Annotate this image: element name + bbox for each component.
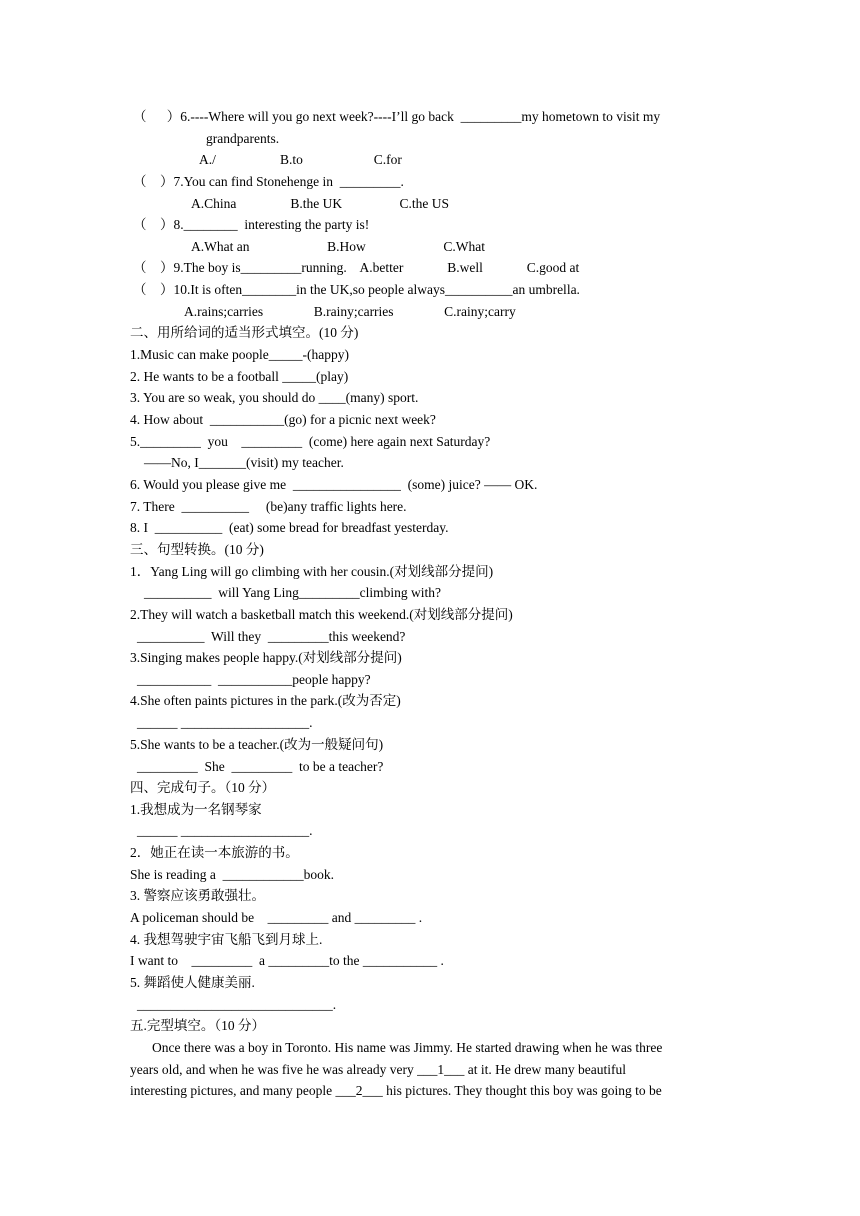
s2-item-5-answer: ——No, I_______(visit) my teacher.: [144, 455, 344, 470]
q8-options: A.What an B.How C.What: [191, 239, 485, 254]
s4-item-1: 1.我想成为一名钢琴家: [130, 802, 262, 817]
s2-item-1: 1.Music can make poople_____-(happy): [130, 347, 349, 362]
section-5-heading: 五.完型填空。（10 分）: [130, 1018, 265, 1033]
q6-continuation: grandparents.: [206, 131, 280, 146]
q10-line: （ ）10.It is often________in the UK,so people always__________an umbrella.: [133, 282, 580, 297]
s3-item-4: 4.She often paints pictures in the park.(改为否定): [130, 693, 401, 708]
s4-item-3: 3. 警察应该勇敢强壮。: [130, 888, 265, 903]
s2-item-4: 4. How about ___________(go) for a picnic next week?: [130, 412, 436, 427]
q10-options: A.rains;carries B.rainy;carries C.rainy;carry: [184, 304, 516, 319]
s3-item-4-answer: ______ ___________________.: [137, 715, 313, 730]
section-2-heading: 二、用所给词的适当形式填空。(10 分): [130, 325, 359, 340]
s2-item-5: 5._________ you _________ (come) here again next Saturday?: [130, 434, 491, 449]
s4-item-4-answer: I want to _________ a _________to the ___________ .: [130, 953, 444, 968]
q7-line: （ ）7.You can find Stonehenge in _________.: [133, 174, 404, 189]
section-4-heading: 四、完成句子。（10 分）: [130, 780, 276, 795]
cloze-paragraph-line-1: Once there was a boy in Toronto. His name was Jimmy. He started drawing when he was three: [152, 1040, 663, 1055]
s2-item-6: 6. Would you please give me ________________ (some) juice? —— OK.: [130, 477, 538, 492]
s4-item-5: 5. 舞蹈使人健康美丽.: [130, 975, 255, 990]
s2-item-3: 3. You are so weak, you should do ____(many) sport.: [130, 390, 419, 405]
s3-item-5-answer: _________ She _________ to be a teacher?: [137, 759, 384, 774]
s4-item-2: 2．她正在读一本旅游的书。: [130, 845, 299, 860]
section-3-heading: 三、句型转换。(10 分): [130, 542, 264, 557]
s3-item-3-answer: ___________ ___________people happy?: [137, 672, 371, 687]
q8-line: （ ）8.________ interesting the party is!: [133, 217, 370, 232]
s4-item-1-answer: ______ ___________________.: [137, 823, 313, 838]
q6-options: A./ B.to C.for: [199, 152, 402, 167]
s4-item-4: 4. 我想驾驶宇宙飞船飞到月球上.: [130, 932, 323, 947]
s3-item-1-answer: __________ will Yang Ling_________climbing with?: [144, 585, 441, 600]
s4-item-5-answer: _____________________________.: [137, 997, 337, 1012]
q9-line: （ ）9.The boy is_________running. A.better B.well C.good at: [133, 260, 580, 275]
s3-item-2: 2.They will watch a basketball match this weekend.(对划线部分提问): [130, 607, 513, 622]
q7-options: A.China B.the UK C.the US: [191, 196, 449, 211]
s3-item-1: 1．Yang Ling will go climbing with her cousin.(对划线部分提问): [130, 564, 494, 579]
s2-item-2: 2. He wants to be a football _____(play): [130, 369, 349, 384]
s3-item-2-answer: __________ Will they _________this weekend?: [137, 629, 406, 644]
q6-line: （ ）6.----Where will you go next week?----I’ll go back _________my hometown to visit my: [133, 109, 661, 124]
cloze-paragraph-line-2: years old, and when he was five he was already very ___1___ at it. He drew many beautiful: [130, 1062, 626, 1077]
s2-item-7: 7. There __________ (be)any traffic lights here.: [130, 499, 407, 514]
s4-item-3-answer: A policeman should be _________ and _________ .: [130, 910, 423, 925]
s3-item-5: 5.She wants to be a teacher.(改为一般疑问句): [130, 737, 384, 752]
cloze-paragraph-line-3: interesting pictures, and many people ___2___ his pictures. They thought this boy was going to be: [130, 1083, 662, 1098]
s3-item-3: 3.Singing makes people happy.(对划线部分提问): [130, 650, 402, 665]
s4-item-2-answer: She is reading a ____________book.: [130, 867, 334, 882]
s2-item-8: 8. I __________ (eat) some bread for breadfast yesterday.: [130, 520, 449, 535]
